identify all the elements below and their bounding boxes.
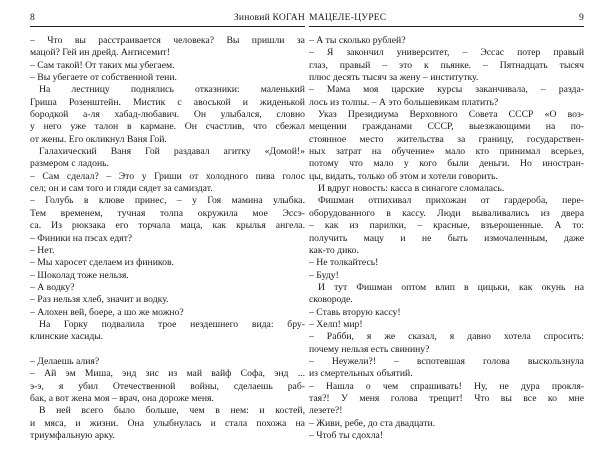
- text-line: получить мацу и не быть измочаленным, даже: [309, 232, 584, 244]
- left-running-head: Зиновий КОГАН: [233, 12, 305, 23]
- text-line: – Не толкайтесь!: [309, 257, 379, 269]
- text-line: мещении гражданами СССР, выезжающими на по-: [309, 121, 584, 133]
- text-line: – Буду!: [309, 269, 339, 281]
- text-line: у него уже талон в кармане. Он счастлив, что сбежал: [30, 121, 305, 133]
- text-line: Гриша Розенштейн. Мистик с авоськой и жиденькой: [30, 96, 305, 108]
- text-line: – Ай эм Миша, энд зис из май вайф Софа, энд ...: [30, 368, 305, 380]
- text-line: – Мама моя царские курсы заканчивала, – разда-: [309, 84, 584, 96]
- text-line: бородкой а-ля хабад-любавич. Он улыбался, словно: [30, 109, 305, 121]
- right-page-number: 9: [579, 12, 584, 23]
- text-line: как-то дико.: [309, 244, 359, 256]
- right-page: [309, 0, 584, 470]
- text-line: ных затрат на обучение» мало кто принимал всерьез,: [309, 146, 584, 158]
- text-line: и мяса, и жизни. Она улыбнулась и стала похожа на: [30, 417, 305, 429]
- right-page-text: [309, 35, 584, 442]
- text-line: лось из толпы. – А это большевикам платить?: [309, 96, 499, 108]
- text-line: – Нет.: [30, 244, 55, 256]
- text-line: – Шоколад тоже нельзя.: [30, 269, 129, 281]
- text-line: – Мы харосет сделаем из фиников.: [30, 257, 174, 269]
- left-header-rule: [30, 26, 305, 27]
- text-line: На Горку подвалила трое нездешнего вида: бру-: [39, 318, 305, 330]
- text-line: – А водку?: [30, 281, 75, 293]
- left-page: [30, 0, 305, 470]
- left-page-text: [30, 35, 305, 442]
- text-line: – Неужели?! – вспотевшая голова выскользнула: [309, 355, 584, 367]
- text-line: – Финики на пэсах едят?: [30, 232, 133, 244]
- text-line: почему нельзя есть свинину?: [309, 343, 430, 355]
- text-line: И вдруг новость: касса в синагоге сломалась.: [318, 183, 505, 195]
- text-line: – Сам такой! От таких мы убегаем.: [30, 59, 175, 71]
- text-line: – Вы убегаете от собственной тени.: [30, 72, 177, 84]
- text-line: Фишман отпихивал прихожан от гардероба, пере-: [318, 195, 584, 207]
- text-line: – Что вы расстраивается человека? Вы пришли за: [30, 35, 305, 46]
- text-line: – Я закончил университет, – Эссас потер правый: [309, 47, 584, 59]
- text-line: потому что мало у кого были деньги. Но иностран-: [309, 158, 584, 170]
- text-line: Галахический Ваня Гой раздавал агитку «Домой!»: [39, 146, 305, 158]
- text-line: триумфальную арку.: [30, 430, 115, 441]
- text-line: – Живи, ребе, до ста двадцати.: [309, 417, 436, 429]
- text-line: э-э, я убил Отечественной войны, сделаешь раб-: [30, 380, 305, 392]
- text-line: – Хелп! мир!: [309, 318, 363, 330]
- text-line: Указ Президиума Верховного Совета СССР «О воз-: [318, 109, 584, 121]
- text-line: – как из парилки, – красные, взъерошенные. А то:: [309, 220, 584, 232]
- right-header-rule: [309, 26, 584, 27]
- text-line: И тут Фишман оптом влип в цицьки, как окунь на: [318, 281, 584, 293]
- text-line: размером с ладонь.: [30, 158, 109, 170]
- text-line: са. Из рюкзака его торчала маца, как крылья ангела.: [30, 220, 305, 232]
- text-line: оборудованного в кассу. Люди вываливались из двера: [309, 207, 584, 219]
- text-line: плюс десять тысяч за жену – институтку.: [309, 72, 479, 84]
- text-line: глаз, правый – это к пьянке. – Пятнадцать тысяч: [309, 59, 584, 71]
- left-page-number: 8: [30, 12, 35, 23]
- text-line: цы, видать, только об этом и хотели говорить.: [309, 170, 498, 182]
- text-line: от жены. Его окликнул Ваня Гой.: [30, 133, 167, 145]
- text-line: – Раз нельзя хлеб, значит и водку.: [30, 294, 169, 306]
- text-line: Тем временем, тучная толпа окружила мое Эссэ-: [30, 207, 305, 219]
- text-line: тая?! У меня голова трещит! Что вы все ко мне: [309, 392, 584, 404]
- blank-line: [30, 344, 305, 356]
- text-line: В ней всего было больше, чем в нем: и костей,: [39, 405, 305, 417]
- text-line: стоянное место жительства за границу, государствен-: [309, 133, 584, 145]
- text-line: сковороде.: [309, 294, 353, 306]
- right-running-head: МАЦЕЛЕ-ЦУРЕС: [309, 12, 387, 23]
- text-line: – Сам сделал? – Это у Гриши от холодного пива голос: [30, 170, 305, 182]
- right-page-header: [309, 10, 584, 26]
- text-line: клинские хасиды.: [30, 331, 104, 343]
- text-line: – Чтоб ты сдохла!: [309, 430, 384, 441]
- text-line: – Рабби, я же сказал, я давно хотела спросить:: [309, 331, 584, 343]
- text-line: На лестницу поднялись отказники: маленький: [39, 84, 305, 96]
- text-line: – Делаешь алия?: [30, 355, 100, 367]
- text-line: из смертельных объятий.: [309, 368, 413, 380]
- text-line: – Алохен вей, боерe, а шо же можно?: [30, 306, 184, 318]
- text-line: бак, а вот жена моя – врач, она дороже меня.: [30, 392, 214, 404]
- text-line: – Голубь в клюве принес, – у Гоя мамина улыбка.: [30, 195, 305, 207]
- text-line: мацой? Гей ин дрейд. Антисемит!: [30, 47, 170, 59]
- text-line: – Нашла о чем спрашивать! Ну, не дура прокля-: [309, 380, 584, 392]
- left-page-header: [30, 10, 305, 26]
- text-line: – А ты сколько рублей?: [309, 35, 406, 46]
- text-line: лезете?!: [309, 405, 343, 417]
- text-line: сел; он и сам того и гляди сядет за самиздат.: [30, 183, 213, 195]
- text-line: – Ставь вторую кассу!: [309, 306, 401, 318]
